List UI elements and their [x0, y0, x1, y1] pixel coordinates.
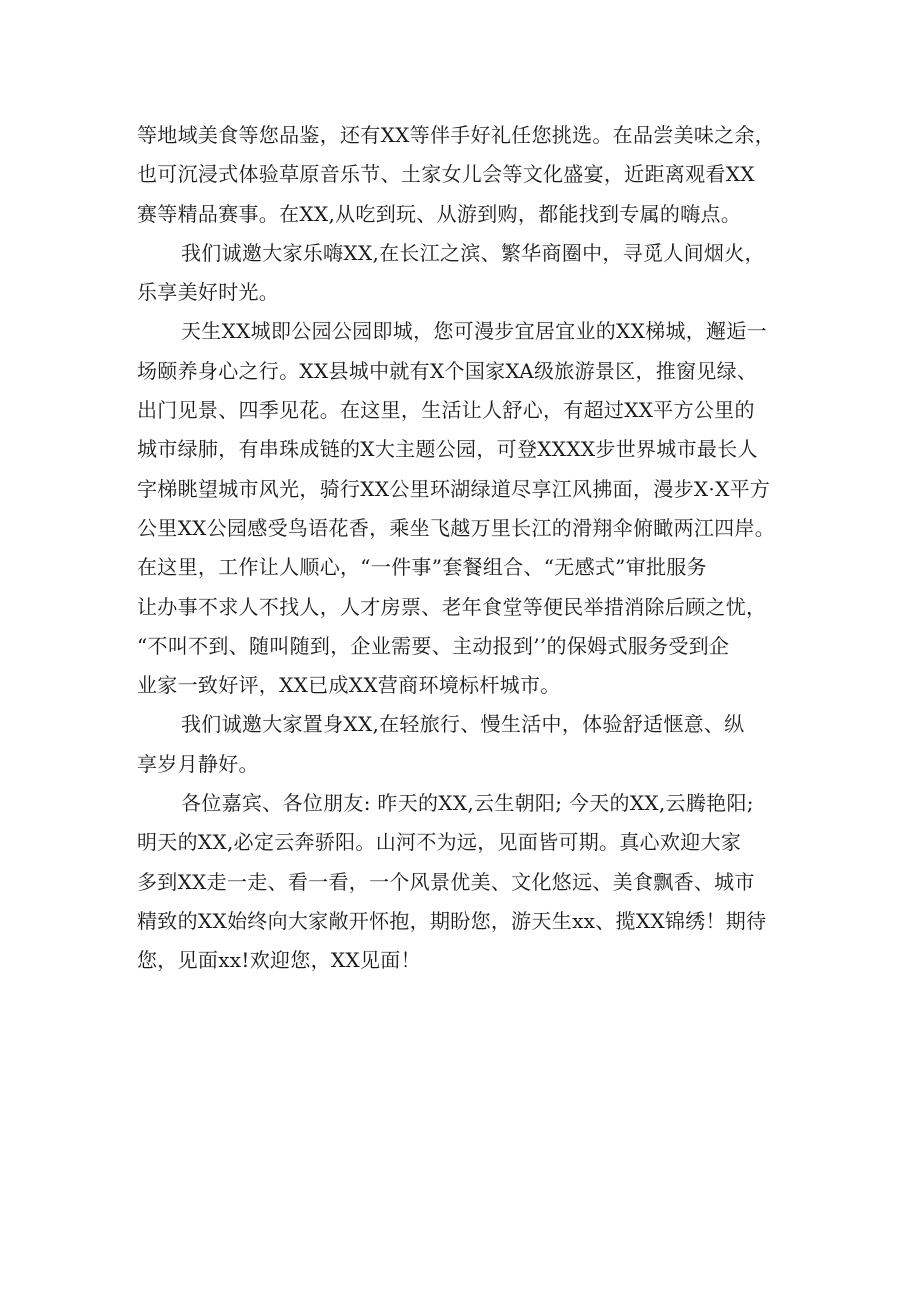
text-line: 乐享美好时光。: [137, 280, 280, 305]
text-line: 我们诚邀大家置身XX,在轻旅行、慢生活中，体验舒适惬意、纵: [181, 712, 745, 737]
paragraph-2: [137, 234, 787, 313]
text-line: 让办事不求人不找人，人才房票、老年食堂等便民举措消除后顾之忧，: [137, 594, 767, 619]
text-line: 我们诚邀大家乐嗨XX,在长江之滨、繁华商圈中，寻觅人间烟火，: [181, 240, 765, 265]
text-line: 您，见面xx!欢迎您，XX见面！: [137, 948, 421, 973]
paragraph-4: [137, 705, 787, 784]
text-line: 精致的XX始终向大家敞开怀抱，期盼您，游天生xx、揽XX锦绣！期待: [137, 908, 767, 933]
document-body: [137, 116, 787, 981]
text-line: 赛等精品赛事。在XX,从吃到玩、从游到购，都能找到专属的嗨点。: [137, 201, 742, 226]
paragraph-3: [137, 312, 787, 705]
text-line: 明天的XX,必定云奔骄阳。山河不为远，见面皆可期。真心欢迎大家: [137, 830, 742, 855]
paragraph-1: [137, 116, 787, 234]
text-line: “不叫不到、随叫随到，企业需要、主动报到’’的保姆式服务受到企: [137, 633, 730, 658]
text-line: 业家一致好评，XX已成XX营商环境标杆城市。: [137, 673, 561, 698]
paragraph-5: [137, 784, 787, 980]
text-line: 字梯眺望城市风光，骑行XX公里环湖绿道尽享江风拂面，漫步X·X平方: [137, 476, 771, 501]
text-line: 出门见景、四季见花。在这里，生活让人舒心，有超过XX平方公里的: [137, 398, 755, 423]
text-line: 天生XX城即公园公园即城，您可漫步宜居宜业的XX梯城，邂逅一: [181, 319, 767, 344]
text-line: 场颐养身心之行。XX县城中就有X个国家XA级旅游景区，推窗见绿、: [137, 358, 758, 383]
text-line: 城市绿肺，有串珠成链的X大主题公园，可登XXXX步世界城市最长人: [137, 437, 758, 462]
text-line: 等地域美食等您品鉴，还有XX等伴手好礼任您挑选。在品尝美味之余，: [137, 123, 776, 147]
text-line: 多到XX走一走、看一看，一个风景优美、文化悠远、美食飘香、城市: [137, 869, 755, 894]
text-line: 在这里，工作让人顺心，“一件事”套餐组合、“无感式”审批服务: [137, 555, 707, 580]
text-line: 各位嘉宾、各位朋友: 昨天的XX,云生朝阳; 今天的XX,云腾艳阳;: [181, 791, 754, 816]
text-line: 享岁月静好。: [137, 751, 259, 776]
text-line: 公里XX公园感受鸟语花香，乘坐飞越万里长江的滑翔伞俯瞰两江四岸。: [137, 515, 776, 540]
text-line: 也可沉浸式体验草原音乐节、土家女儿会等文化盛宴，近距离观看XX: [137, 162, 755, 187]
